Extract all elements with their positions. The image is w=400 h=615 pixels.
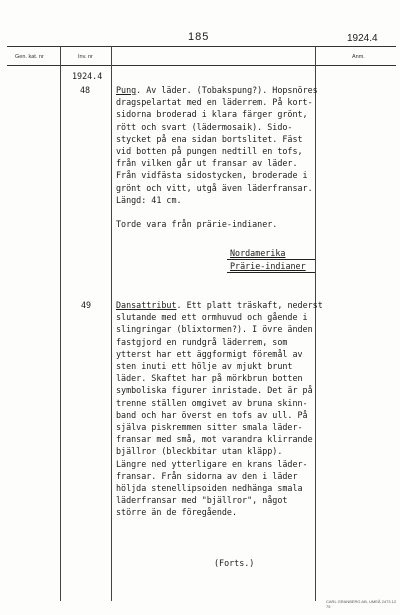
- column-divider: [111, 46, 112, 601]
- region-label: Prärie-indianer: [230, 261, 306, 271]
- page-number: 185: [188, 31, 210, 43]
- catalog-year-corner: 1924.4: [347, 33, 378, 44]
- region-label: Nordamerika: [230, 248, 286, 258]
- region-rule: [227, 272, 315, 273]
- column-header-gen-kat: Gen. kat. nr: [15, 54, 44, 60]
- inventory-number: 49: [81, 300, 92, 310]
- header-top-rule: [7, 46, 396, 47]
- entry-year: 1924.4: [72, 71, 103, 81]
- entry-description: Pung. Av läder. (Tobakspung?). Hopsnöres dragspelartat med en läderrem. På kort- sidorna broderad i klara färger grönt, rött och svart (lädermosaik). Sido- stycket på ena sidan bortslitet. Fäst vid botten på pungen nedtill en tofs, från vilken går ut fransar av läder. Från vidfästa sidostycken, broderade i grönt och vitt, utgå även läderfransar. Längd: 41 cm. Torde vara från prärie-indianer.: [116, 85, 318, 230]
- continued-note: (Forts.): [214, 558, 255, 568]
- inventory-number: 48: [80, 85, 91, 95]
- entry-title: Pung: [116, 85, 137, 95]
- printer-imprint: CARL GRANBERG AB, UMEÅ 2473 12 75: [326, 599, 397, 609]
- column-header-inv: Inv. nr: [78, 54, 93, 60]
- entry-description: Dansattribut. Ett platt träskaft, nederst slutande med ett ormhuvud och gående i slingringar (blixtormen?). I övre änden fastgjord en rundgrå läderrem, som ytterst har ett äggformigt föremål av sten inuti ett hölje av mjukt brunt läder. Skaftet har på mörkbrun botten symboliska figurer inristade. Det är på trenne ställen omgivet av bruna skinn- band och har överst en tofs av ull. På själva piskremmen sitter smala läder- fransar med små, mot varandra klirrande bjällror (bleckbitar utan kläpp). Längre ned ytterligare en krans läder- fransar. Från sidorna av den i läder höljda stenellipsoiden nedhänga smala läderfransar med "bjällror", något större än de föregående.: [116, 300, 323, 518]
- header-bottom-rule: [7, 65, 396, 66]
- column-header-anm: Anm.: [352, 54, 365, 60]
- entry-title: Dansattribut: [116, 300, 177, 310]
- column-divider: [60, 46, 61, 601]
- region-rule: [227, 259, 315, 260]
